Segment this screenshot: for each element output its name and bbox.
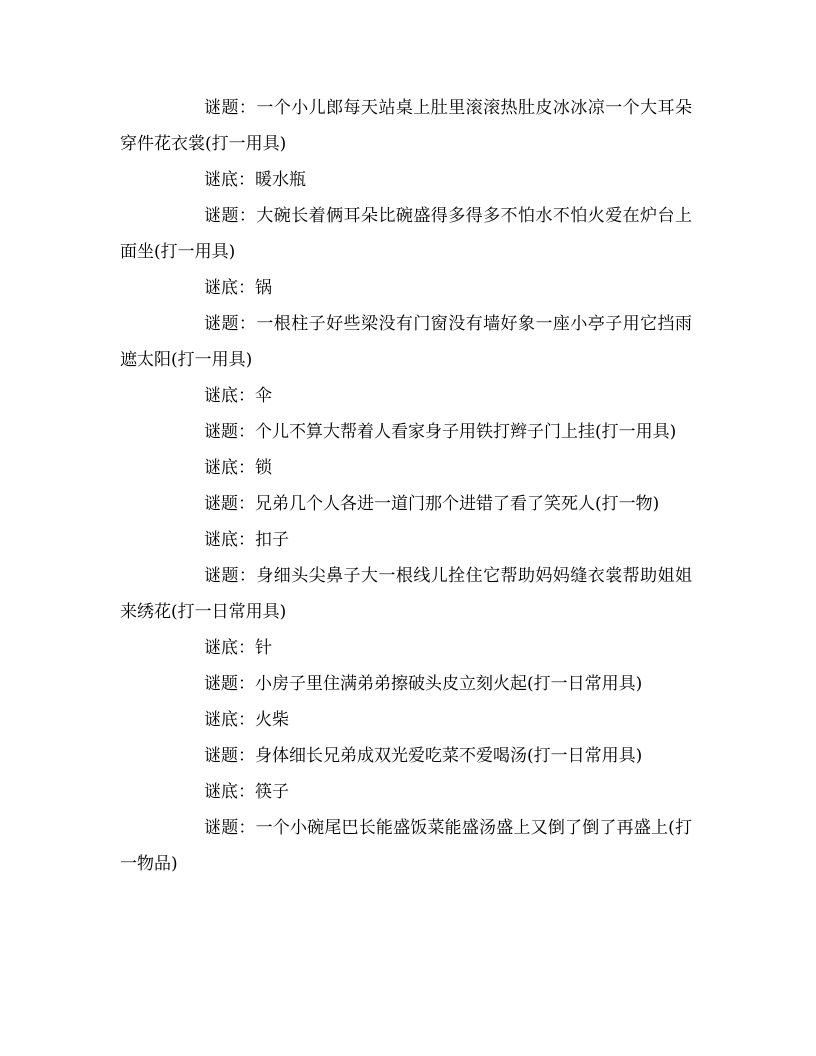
riddle-question: 谜题：兄弟几个人各进一道门那个进错了看了笑死人(打一物) [204, 494, 660, 514]
riddle-question: 谜题：个儿不算大帮着人看家身子用铁打辫子门上挂(打一用具) [204, 422, 677, 442]
riddle-answer: 谜底：伞 [204, 386, 272, 406]
riddle-question: 谜题：一根柱子好些梁没有门窗没有墙好象一座小亭子用它挡雨遮太阳(打一用具) [120, 314, 692, 370]
riddle-answer: 谜底：锁 [204, 458, 272, 478]
riddle-answer: 谜底：锅 [204, 278, 272, 298]
riddle-question: 谜题：一个小碗尾巴长能盛饭菜能盛汤盛上又倒了倒了再盛上(打一物品) [120, 818, 692, 874]
riddle-answer: 谜底：火柴 [204, 710, 289, 730]
riddle-question: 谜题：大碗长着俩耳朵比碗盛得多得多不怕水不怕火爱在炉台上面坐(打一用具) [120, 206, 692, 262]
riddle-answer: 谜底：针 [204, 638, 272, 658]
riddle-question: 谜题：身细头尖鼻子大一根线儿拴住它帮助妈妈缝衣裳帮助姐姐来绣花(打一日常用具) [120, 566, 692, 622]
riddle-answer: 谜底：扣子 [204, 530, 289, 550]
riddle-answer: 谜底：暖水瓶 [204, 170, 306, 190]
riddle-question: 谜题：身体细长兄弟成双光爱吃菜不爱喝汤(打一日常用具) [204, 746, 643, 766]
riddle-question: 谜题：小房子里住满弟弟擦破头皮立刻火起(打一日常用具) [204, 674, 643, 694]
riddle-list [120, 90, 692, 882]
riddle-answer: 谜底：筷子 [204, 782, 289, 802]
riddle-question: 谜题：一个小儿郎每天站桌上肚里滚滚热肚皮冰冰凉一个大耳朵穿件花衣裳(打一用具) [120, 98, 692, 154]
